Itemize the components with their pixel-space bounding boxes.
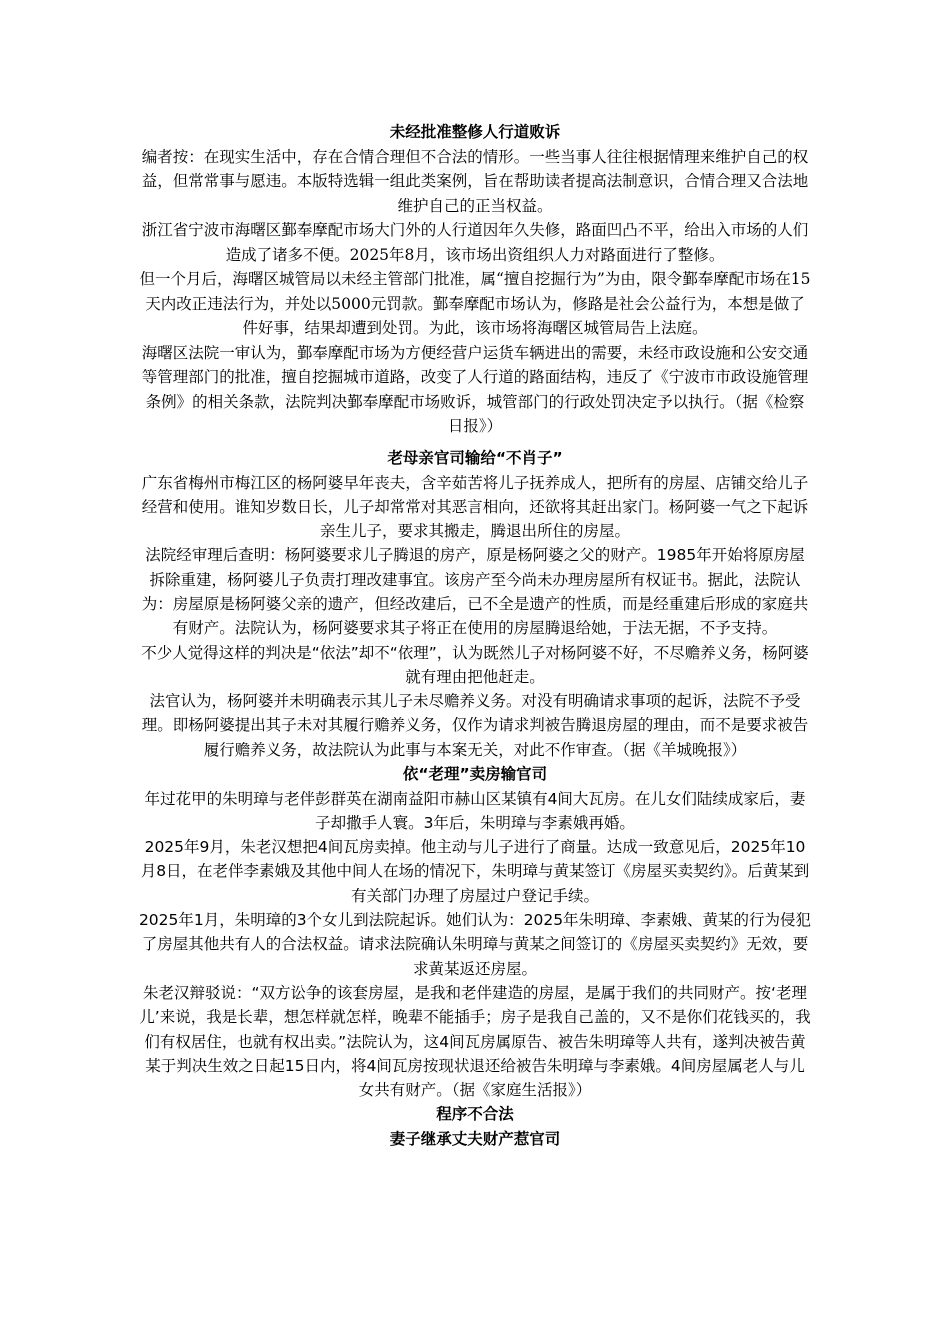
article-2 bbox=[138, 445, 812, 763]
article-3-paragraph: 2025年1月，朱明璋的3个女儿到法院起诉。她们认为：2025年朱明璋、李素娥、黄某的行为侵犯了房屋其他共有人的合法权益。请求法院确认朱明璋与黄某之间签订的《房屋买卖契约》无效，要求黄某返还房屋。 bbox=[138, 911, 812, 978]
article-1-body bbox=[138, 145, 812, 439]
article-2-paragraph: 法官认为，杨阿婆并未明确表示其儿子未尽赡养义务。对没有明确请求事项的起诉，法院不予受理。即杨阿婆提出其子未对其履行赡养义务，仅作为请求判被告腾退房屋的理由，而不是要求被告履行赡养义务，故法院认为此事与本案无关，对此不作审查。（据《羊城晚报》） bbox=[141, 692, 809, 759]
article-1-title: 未经批准整修人行道败诉 bbox=[389, 123, 561, 141]
document-page bbox=[138, 120, 812, 1151]
article-2-paragraph: 法院经审理后查明：杨阿婆要求儿子腾退的房产，原是杨阿婆之父的财产。1985年开始将原房屋拆除重建，杨阿婆儿子负责打理改建事宜。该房产至今尚未办理房屋所有权证书。据此，法院认为：房屋原是杨阿婆父亲的遗产，但经改建后，已不全是遗产的性质，而是经重建后形成的家庭共有财产。法院认为，杨阿婆要求其子将正在使用的房屋腾退给她，于法无据，不予支持。 bbox=[141, 546, 809, 638]
article-3-paragraph: 2025年9月，朱老汉想把4间瓦房卖掉。他主动与儿子进行了商量。达成一致意见后，2025年10月8日，在老伴李素娥及其他中间人在场的情况下，朱明璋与黄某签订《房屋买卖契约》。后黄某到有关部门办理了房屋过户登记手续。 bbox=[140, 838, 810, 905]
article-1-paragraph: 海曙区法院一审认为，鄞奉摩配市场为方便经营户运货车辆进出的需要，未经市政设施和公安交通等管理部门的批准，擅自挖掘城市道路，改变了人行道的路面结构，违反了《宁波市市政设施管理条例》的相关条款，法院判决鄞奉摩配市场败诉，城管部门的行政处罚决定予以执行。（据《检察日报》） bbox=[141, 343, 809, 435]
article-3-paragraph: 朱老汉辩驳说：“双方讼争的该套房屋，是我和老伴建造的房屋，是属于我们的共同财产。按‘老理儿’来说，我是长辈，想怎样就怎样，晚辈不能插手；房子是我自己盖的，又不是你们花钱买的，我们有权居住，也就有权出卖。”法院认为，这4间瓦房属原告、被告朱明璋等人共有，遂判决被告黄某于判决生效之日起15日内，将4间瓦房按现状退还给被告朱明璋与李素娥。4间房屋属老人与儿女共有财产。（据《家庭生活报》） bbox=[139, 983, 811, 1100]
article-2-title: 老母亲官司输给“不肖子” bbox=[387, 448, 563, 467]
article-2-body bbox=[138, 471, 812, 763]
article-3 bbox=[138, 762, 812, 1102]
section-4-title: 妻子继承丈夫财产惹官司 bbox=[389, 1129, 561, 1148]
article-1-paragraph: 但一个月后，海曙区城管局以未经主管部门批准，属“擅自挖掘行为”为由，限令鄞奉摩配市场在15天内改正违法行为，并处以5000元罚款。鄞奉摩配市场认为，修路是社会公益行为，本想是做了件好事，结果却遭到处罚。为此，该市场将海曙区城管局告上法庭。 bbox=[139, 270, 811, 337]
article-1-paragraph: 编者按：在现实生活中，存在合情合理但不合法的情形。一些当事人往往根据情理来维护自己的权益，但常常事与愿违。本版特选辑一组此类案例，旨在帮助读者提高法制意识，合情合理又合法地维护自己的正当权益。 bbox=[141, 147, 809, 215]
section-4-heading: 程序不合法 bbox=[436, 1105, 514, 1124]
article-3-paragraph: 年过花甲的朱明璋与老伴彭群英在湖南益阳市赫山区某镇有4间大瓦房。在儿女们陆续成家后，妻子却撒手人寰。3年后，朱明璋与李素娥再婚。 bbox=[144, 789, 806, 832]
article-2-paragraph: 广东省梅州市梅江区的杨阿婆早年丧夫，含辛茹苦将儿子抚养成人，把所有的房屋、店铺交给儿子经营和使用。谁知岁数日长，儿子却常常对其恶言相向，还欲将其赶出家门。杨阿婆一气之下起诉亲生儿子，要求其搬走，腾退出所住的房屋。 bbox=[141, 473, 809, 541]
article-1 bbox=[138, 120, 812, 439]
article-2-paragraph: 不少人觉得这样的判决是“依法”却不“依理”，认为既然儿子对杨阿婆不好，不尽赡养义务，杨阿婆就有理由把他赶走。 bbox=[141, 643, 809, 686]
section-4 bbox=[138, 1102, 812, 1151]
article-3-body bbox=[138, 787, 812, 1103]
article-3-title: 依“老理”卖房输官司 bbox=[402, 765, 548, 784]
article-1-paragraph: 浙江省宁波市海曙区鄞奉摩配市场大门外的人行道因年久失修，路面凹凸不平，给出入市场的人们造成了诸多不便。2025年8月，该市场出资组织人力对路面进行了整修。 bbox=[141, 221, 809, 264]
